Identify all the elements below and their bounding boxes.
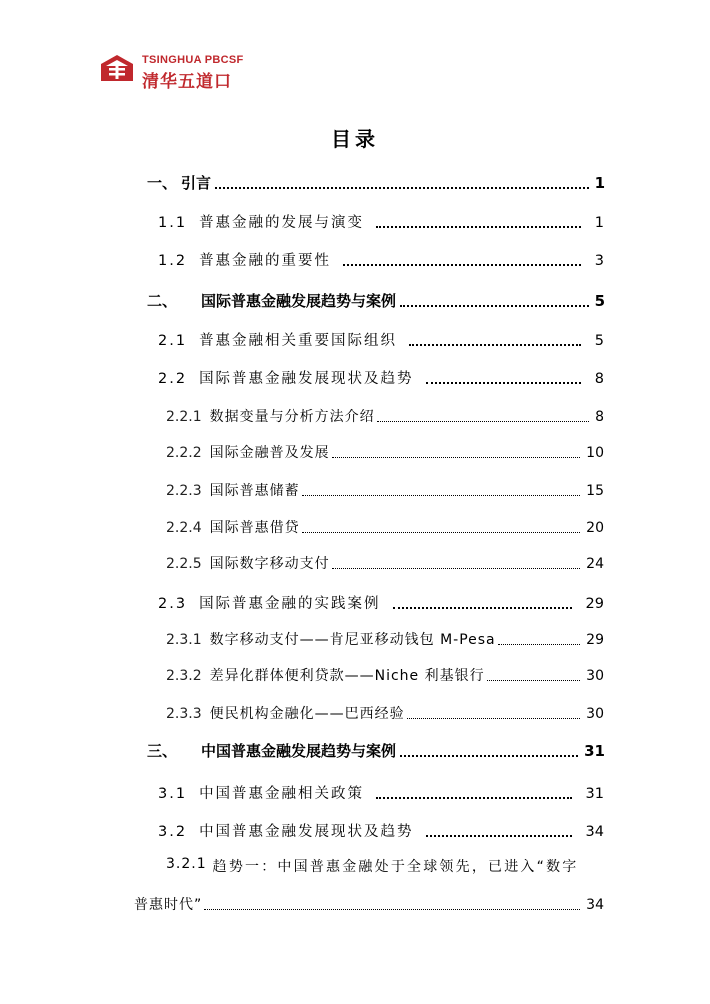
toc-entry[interactable] — [147, 171, 605, 193]
toc-number: 2.2.4 — [166, 520, 202, 536]
toc-page-number: 5 — [594, 333, 604, 349]
toc-label: 便民机构金融化——巴西经验 — [209, 706, 405, 722]
toc-number: 3.1 — [158, 786, 188, 802]
toc-entry-3-2-1[interactable] — [166, 856, 606, 876]
toc-label: 国际金融普及发展 — [209, 445, 330, 461]
toc-label: 中国普惠金融相关政策 — [199, 786, 365, 802]
dot-leader — [498, 644, 581, 645]
toc-number: 三、 — [147, 742, 178, 760]
toc-page-number: 20 — [586, 520, 604, 536]
toc-label: 差异化群体便利贷款——Niche 利基银行 — [209, 668, 485, 684]
toc-label: 中国普惠金融发展现状及趋势 — [199, 824, 414, 840]
toc-entry[interactable] — [166, 405, 604, 427]
toc-label-line1: 趋势一：中国普惠金融处于全球领先，已进入“数字 — [212, 859, 579, 875]
toc-number: 2.1 — [158, 333, 188, 349]
toc-number: 1.1 — [158, 215, 188, 231]
dot-leader — [400, 755, 578, 757]
toc-page-number: 31 — [585, 786, 604, 802]
toc-page-number: 3 — [594, 253, 604, 269]
toc-entry[interactable] — [147, 289, 605, 311]
toc-number: 一、 — [147, 174, 178, 192]
logo-text-en: TSINGHUA PBCSF — [142, 54, 244, 66]
dot-leader — [376, 797, 571, 799]
toc-number: 2.2.1 — [166, 409, 202, 425]
toc-number: 二、 — [147, 292, 178, 310]
toc-label: 普惠金融的发展与演变 — [199, 215, 365, 231]
toc-page-number: 15 — [586, 483, 604, 499]
page-title: 目录 — [331, 127, 379, 151]
toc-label: 数据变量与分析方法介绍 — [209, 409, 375, 425]
dot-leader — [393, 607, 572, 609]
dot-leader — [302, 532, 581, 533]
dot-leader — [343, 264, 581, 266]
toc-page-number: 34 — [585, 824, 604, 840]
toc-number: 3.2.1 — [166, 856, 207, 872]
toc-number: 2.3.1 — [166, 632, 202, 648]
toc-label: 国际数字移动支付 — [209, 556, 330, 572]
toc-entry[interactable] — [158, 211, 604, 233]
toc-entry-3-2-1-cont[interactable] — [134, 893, 604, 915]
dot-leader — [409, 344, 581, 346]
toc-entry[interactable] — [166, 441, 604, 463]
toc-entry[interactable] — [166, 702, 604, 724]
toc-page-number: 1 — [594, 174, 605, 192]
toc-entry[interactable] — [166, 664, 604, 686]
dot-leader — [302, 495, 581, 496]
toc-label: 国际普惠储蓄 — [209, 483, 300, 499]
toc-entry[interactable] — [158, 592, 604, 614]
toc-entry[interactable] — [158, 820, 604, 842]
toc-page-number: 5 — [594, 292, 605, 310]
dot-leader — [332, 457, 581, 458]
toc-page-number: 10 — [586, 445, 604, 461]
toc-entry[interactable] — [158, 329, 604, 351]
toc-page-number: 24 — [586, 556, 604, 572]
dot-leader — [377, 421, 589, 422]
dot-leader — [426, 835, 572, 837]
toc-number: 2.2.2 — [166, 445, 202, 461]
toc-number: 1.2 — [158, 253, 188, 269]
toc-entry[interactable] — [158, 367, 604, 389]
tsinghua-pbcsf-emblem-icon — [100, 54, 134, 84]
dot-leader — [487, 680, 581, 681]
toc-label: 中国普惠金融发展趋势与案例 — [201, 742, 397, 760]
toc-entry[interactable] — [147, 739, 605, 761]
toc-label-line2: 普惠时代” — [134, 897, 203, 913]
toc-label: 国际普惠金融发展现状及趋势 — [199, 371, 414, 387]
toc-number: 3.2 — [158, 824, 188, 840]
toc-label: 数字移动支付——肯尼亚移动钱包 M-Pesa — [209, 632, 496, 648]
toc-number: 2.2.5 — [166, 556, 202, 572]
dot-leader — [407, 718, 581, 719]
toc-entry[interactable] — [158, 249, 604, 271]
toc-page-number: 30 — [586, 706, 604, 722]
toc-label: 国际普惠金融发展趋势与案例 — [201, 292, 397, 310]
toc-number: 2.2 — [158, 371, 188, 387]
dot-leader — [400, 305, 589, 307]
dot-leader — [332, 568, 581, 569]
toc-number: 2.3.3 — [166, 706, 202, 722]
toc-label: 国际普惠金融的实践案例 — [199, 596, 381, 612]
toc-entry[interactable] — [158, 782, 604, 804]
toc-number: 2.3 — [158, 596, 188, 612]
logo-text-cn: 清华五道口 — [142, 72, 232, 92]
dot-leader — [204, 909, 580, 910]
toc-number: 2.2.3 — [166, 483, 202, 499]
toc-entry[interactable] — [166, 628, 604, 650]
toc-entry[interactable] — [166, 479, 604, 501]
toc-page-number: 8 — [594, 371, 604, 387]
toc-label: 引言 — [181, 174, 212, 192]
toc-label: 普惠金融相关重要国际组织 — [199, 333, 398, 349]
toc-page-number: 30 — [586, 668, 604, 684]
toc-number: 2.3.2 — [166, 668, 202, 684]
toc-page-number: 34 — [586, 897, 604, 913]
toc-page-number: 29 — [585, 596, 604, 612]
toc-page-number: 31 — [584, 742, 605, 760]
toc-page-number: 1 — [594, 215, 604, 231]
toc-entry[interactable] — [166, 552, 604, 574]
toc-page-number: 8 — [595, 409, 604, 425]
dot-leader — [215, 187, 589, 189]
toc-label: 普惠金融的重要性 — [199, 253, 332, 269]
toc-label: 国际普惠借贷 — [209, 520, 300, 536]
toc-entry[interactable] — [166, 516, 604, 538]
dot-leader — [376, 226, 581, 228]
toc-page-number: 29 — [586, 632, 604, 648]
dot-leader — [426, 382, 581, 384]
